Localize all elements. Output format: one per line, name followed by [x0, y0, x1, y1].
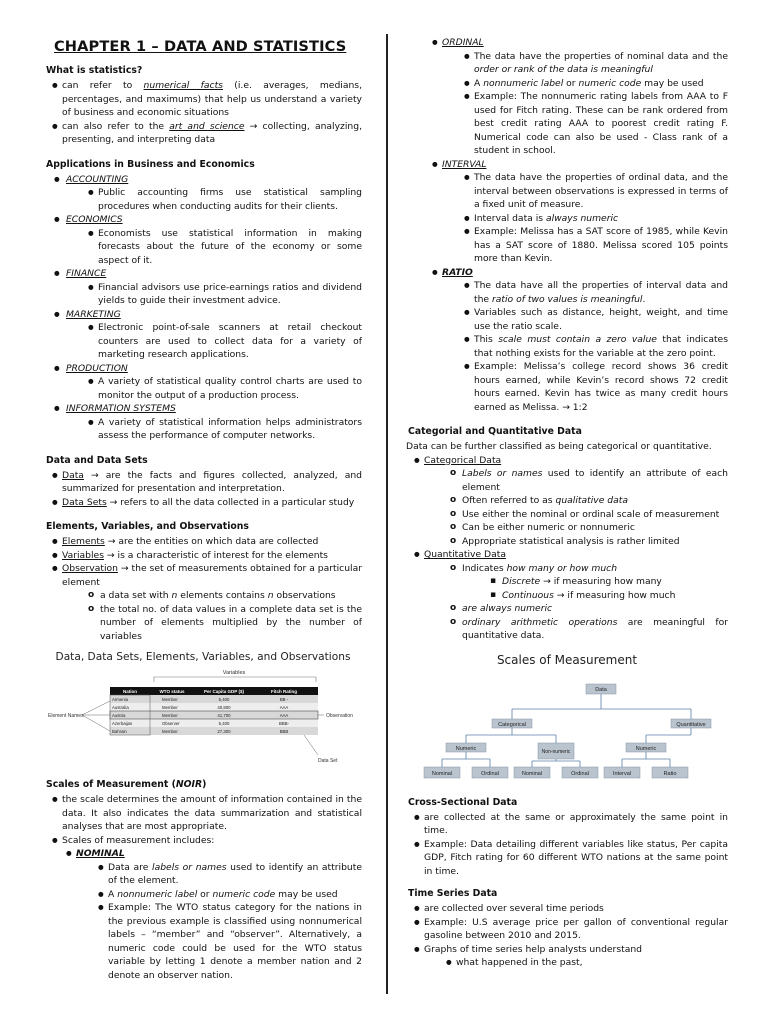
list-item: ● Economists use statistical information in making forecasts about the future of the economy or some aspect of it.: [82, 227, 362, 268]
table-header: Per Capita GDP ($): [204, 689, 244, 694]
table-cell: BBB-: [278, 721, 290, 726]
list-item: ● Variables such as distance, height, weight, and time use the ratio scale.: [458, 306, 728, 333]
list-item: o Appropriate statistical analysis is rather limited: [448, 535, 728, 549]
what-is-heading: What is statistics?: [46, 65, 143, 76]
ordinal-section: [426, 36, 728, 414]
list-item: [490, 589, 728, 603]
table-header: Fitch Rating: [271, 689, 297, 694]
term: numerical facts: [143, 80, 223, 91]
text: ordinary arithmetic operations: [462, 616, 618, 628]
column-divider: [386, 34, 388, 994]
category-label: ECONOMICS: [66, 214, 123, 225]
text: can refer to: [62, 80, 144, 91]
list-item: [44, 535, 362, 549]
list-item: [426, 266, 728, 415]
list-item: [48, 213, 362, 267]
text: nonnumeric label: [483, 77, 564, 89]
text: Indicates: [462, 562, 507, 574]
text: n: [171, 590, 178, 601]
table-cell: Member: [162, 713, 178, 718]
table-cell: 5,400: [218, 721, 230, 726]
text: Labels or names: [462, 468, 543, 479]
term: Data Sets: [62, 496, 107, 508]
list-item: [60, 847, 362, 982]
table-cell: Member: [162, 705, 178, 710]
text: observations: [273, 590, 336, 601]
node-numeric: Numeric: [455, 745, 477, 752]
list-item: [448, 562, 728, 603]
table-cell: 41,700: [217, 713, 231, 718]
time-series-heading: Time Series Data: [408, 888, 498, 899]
list-item: [48, 267, 362, 308]
list-item: [44, 562, 362, 643]
figure1-title: Data, Data Sets, Elements, Variables, and Observations: [55, 651, 351, 663]
list-item: ● A variety of statistical quality control charts are used to monitor the output of a production process.: [82, 375, 362, 402]
list-item: [92, 888, 362, 902]
text: (i.e. averages, medians, percentages, and maximums) that help us understand a variety of business and economic situations: [62, 80, 362, 118]
table-cell: BBB: [279, 729, 289, 734]
text: qualitative data: [555, 495, 628, 506]
list-item: [448, 467, 728, 494]
node-data: Data: [595, 686, 607, 693]
text: or: [197, 888, 213, 900]
text: or: [563, 77, 579, 89]
list-item: ● Example: U.S average price per gallon of conventional regular gasoline between 2010 and 2015.: [406, 916, 728, 943]
list-item: [448, 602, 728, 616]
text: labels or names: [152, 861, 227, 873]
list-item: [426, 158, 728, 266]
list-item: ● Example: The nonnumeric rating labels from AAA to F used for Fitch rating. These can be rank ordered from best credit rating AAA to poorest credit rating F. Numerical code can also be used - Class rank of a student in school.: [458, 90, 728, 158]
data-sets-heading: Data and Data Sets: [46, 454, 148, 466]
node-interval: Interval: [612, 770, 632, 777]
text: how many or how much: [506, 562, 618, 574]
applications-list: [48, 173, 362, 443]
time-series-list: [406, 902, 728, 970]
list-item: ● Financial advisors use price-earnings ratios and dividend yields to guide their investment advice.: [82, 281, 362, 308]
text: The data have all the properties of interval data and the: [474, 280, 728, 305]
text: a data set with: [100, 590, 172, 601]
text: → the set of measurements obtained for a particular element: [62, 563, 362, 588]
text: elements contains: [177, 590, 268, 601]
category-label: INFORMATION SYSTEMS: [66, 403, 176, 414]
node-ordinal: Ordinal: [571, 770, 589, 777]
table-cell: Bahrain: [112, 729, 127, 734]
node-ordinal: Ordinal: [481, 770, 499, 777]
node-ratio: Ratio: [663, 770, 677, 777]
table-cell: BB -: [279, 697, 289, 702]
text: order or rank of the data is meaningful: [474, 64, 653, 75]
scales-heading: [46, 779, 362, 790]
term: Quantitative Data: [424, 549, 506, 560]
applications-heading: Applications in Business and Economics: [46, 158, 255, 170]
list-item: [490, 575, 728, 589]
text: Data are: [108, 861, 153, 873]
list-item: [44, 549, 362, 563]
list-item: [92, 861, 362, 888]
scale-label: RATIO: [442, 266, 473, 278]
list-item: [406, 454, 728, 549]
list-item: [406, 943, 728, 970]
left-column: [44, 34, 362, 982]
table-cell: 40,800: [217, 705, 231, 710]
text: Continuous: [502, 589, 554, 601]
term: Observation: [62, 563, 118, 574]
table-header: Nation: [123, 689, 137, 694]
nominal-section: [60, 847, 362, 982]
list-item: [426, 36, 728, 158]
list-item: [458, 279, 728, 306]
text: used to identify an attribute of the element.: [108, 861, 362, 886]
text: that indicates that nothing exists for the variable at the zero point.: [474, 334, 728, 359]
scale-label: NOMINAL: [76, 848, 125, 859]
scales-list: [44, 793, 362, 847]
text: Interval data is: [474, 212, 546, 224]
list-item: o the total no. of data values in a complete data set is the number of elements multiplied by the number of variables: [86, 603, 362, 644]
list-item: [44, 496, 362, 510]
text: Graphs of time series help analysts understand: [424, 943, 643, 955]
text: can also refer to the: [62, 120, 170, 132]
text: are always numeric: [462, 603, 553, 614]
list-item: ● Example: Melissa has a SAT score of 1985, while Kevin has a SAT score of 1880. Melissa scored 105 points more than Kevin.: [458, 225, 728, 266]
text: → are the facts and figures collected, analyzed, and summarized for presentation and interpretation.: [62, 469, 362, 494]
table-header: WTO status: [159, 689, 185, 694]
list-item: ● Scales of measurement includes:: [44, 834, 362, 848]
list-item: [48, 362, 362, 403]
table-cell: Azerbaijan: [112, 721, 133, 726]
what-is-list: [44, 79, 362, 147]
text: .: [642, 293, 646, 305]
cross-sectional-heading: Cross-Sectional Data: [408, 796, 518, 808]
text: Discrete: [502, 576, 541, 587]
connector: [82, 715, 110, 731]
right-column: [406, 36, 728, 970]
list-item: ● what happened in the past,: [440, 956, 728, 970]
list-item: o Use either the nominal or ordinal scale of measurement: [448, 508, 728, 522]
text: Scales of Measurement (: [46, 779, 176, 790]
elements-heading: Elements, Variables, and Observations: [46, 521, 249, 532]
list-item: [406, 548, 728, 643]
term: art and science: [169, 120, 245, 132]
text: → collecting, analyzing, presenting, and interpreting data: [62, 120, 362, 145]
list-item: ● Public accounting firms use statistical sampling procedures when conducting audits for their clients.: [82, 186, 362, 213]
list-item: [44, 469, 362, 496]
text: Often referred to as: [462, 495, 556, 506]
list-item: ● Example: The WTO status category for the nations in the previous example is classified using nonnumerical labels – “member” and “observer”. Alternatively, a numeric code could be used for the WTO status variable by letting 1 denote a member nation and 2 denote an observer nation.: [92, 901, 362, 982]
text: A: [108, 888, 118, 900]
element-names-label: Element Names: [48, 713, 84, 719]
scale-label: INTERVAL: [442, 158, 487, 170]
table-cell: 5,400: [218, 697, 230, 702]
table-cell: Armenia: [112, 697, 129, 702]
catquant-heading: Categorial and Quantitative Data: [408, 426, 582, 437]
cross-sectional-list: [406, 811, 728, 879]
list-item: ● Example: Melissa’s college record shows 36 credit hours earned, while Kevin’s record shows 72 credit hours earned. Kevin has twice as many credit hours earned as Melissa. → 1:2: [458, 360, 728, 414]
text: are meaningful for quantitative data.: [462, 616, 729, 641]
elements-list: [44, 535, 362, 643]
table-cell: Australia: [112, 705, 129, 710]
list-item: [48, 308, 362, 362]
list-item: o Can be either numeric or nonnumeric: [448, 521, 728, 535]
text: NOIR: [175, 779, 203, 790]
node-nonnumeric: Non-numeric: [541, 748, 571, 755]
text: → if measuring how much: [553, 589, 676, 601]
list-item: [48, 402, 362, 443]
list-item: ● Electronic point-of-sale scanners at retail checkout counters are used to collect data for a variety of marketing research applications.: [82, 321, 362, 362]
variables-label: Variables: [222, 670, 246, 676]
text: numeric code: [212, 888, 276, 900]
list-item: [448, 616, 728, 643]
text: → refers to all the data collected in a particular study: [106, 496, 355, 508]
text: This: [474, 334, 499, 345]
category-label: MARKETING: [66, 308, 121, 320]
list-item: ● the scale determines the amount of information contained in the data. It also indicates the data summarization and statistical analyses that are most appropriate.: [44, 793, 362, 834]
category-label: FINANCE: [66, 268, 107, 279]
table-cell: AAA: [279, 713, 289, 718]
list-item: [48, 173, 362, 214]
list-item: ● are collected over several time periods: [406, 902, 728, 916]
list-item: ● The data have the properties of ordinal data, and the interval between observations is expressed in terms of a fixed unit of measure.: [458, 171, 728, 212]
text: → is a characteristic of interest for the elements: [103, 549, 328, 561]
scales-tree-diagram: [406, 669, 728, 787]
node-numeric: Numeric: [635, 745, 657, 752]
table-cell: Observer: [162, 721, 180, 726]
text: ): [202, 779, 207, 790]
list-item: [458, 212, 728, 226]
list-item: [458, 333, 728, 360]
catquant-list: [406, 454, 728, 643]
list-item: [86, 589, 362, 603]
chapter-title: CHAPTER 1 – DATA AND STATISTICS: [54, 38, 347, 55]
text: may be used: [641, 77, 704, 89]
text: ratio of two values is meaningful: [492, 293, 643, 305]
text: nonnumeric label: [117, 888, 198, 900]
text: → are the entities on which data are collected: [104, 536, 319, 547]
text: → if measuring how many: [540, 576, 662, 587]
category-label: PRODUCTION: [66, 362, 128, 374]
variables-bracket: [154, 677, 316, 682]
text: n: [267, 590, 274, 601]
table-cell: Member: [162, 697, 178, 702]
text: A: [474, 77, 484, 89]
list-item: ● A variety of statistical information helps administrators assess the performance of computer networks.: [82, 416, 362, 443]
text: may be used: [275, 888, 338, 900]
term: Elements: [62, 536, 105, 547]
node-nominal: Nominal: [431, 770, 453, 777]
term: Variables: [62, 549, 104, 561]
list-item: [44, 120, 362, 147]
scale-label: ORDINAL: [442, 37, 484, 48]
text: The data have the properties of nominal data and the: [474, 50, 728, 62]
connector: [82, 701, 110, 715]
text: always numeric: [545, 212, 619, 224]
data-sets-list: [44, 469, 362, 510]
figure1-diagram: [44, 665, 362, 769]
table-cell: Austria: [112, 713, 126, 718]
list-item: [44, 79, 362, 120]
list-item: ● Example: Data detailing different variables like status, Per capita GDP, Fitch rating for 60 different WTO nations at the same point in time.: [406, 838, 728, 879]
node-nominal: Nominal: [521, 770, 543, 777]
text: used to identify an attribute of each element: [462, 468, 728, 493]
connector: [304, 735, 318, 755]
list-item: ● are collected at the same or approximately the same point in time.: [406, 811, 728, 838]
list-item: [458, 50, 728, 77]
table-cell: 27,300: [217, 729, 231, 734]
category-label: ACCOUNTING: [66, 173, 129, 185]
node-categorical: Categorical: [498, 721, 526, 728]
text: numeric code: [578, 77, 642, 89]
text: scale must contain a zero value: [498, 334, 657, 345]
term: Categorical Data: [424, 454, 502, 466]
table-cell: AAA: [279, 705, 289, 710]
catquant-intro: Data can be further classified as being categorical or quantitative.: [406, 441, 712, 452]
list-item: [448, 494, 728, 508]
node-quantitative: Quantitative: [676, 721, 706, 728]
term: Data: [62, 469, 84, 481]
figure2-title: Scales of Measurement: [496, 652, 638, 667]
list-item: [458, 77, 728, 91]
table-cell: Member: [162, 729, 178, 734]
data-set-label: Data Set: [318, 758, 338, 764]
observation-label: Observation: [326, 713, 353, 719]
